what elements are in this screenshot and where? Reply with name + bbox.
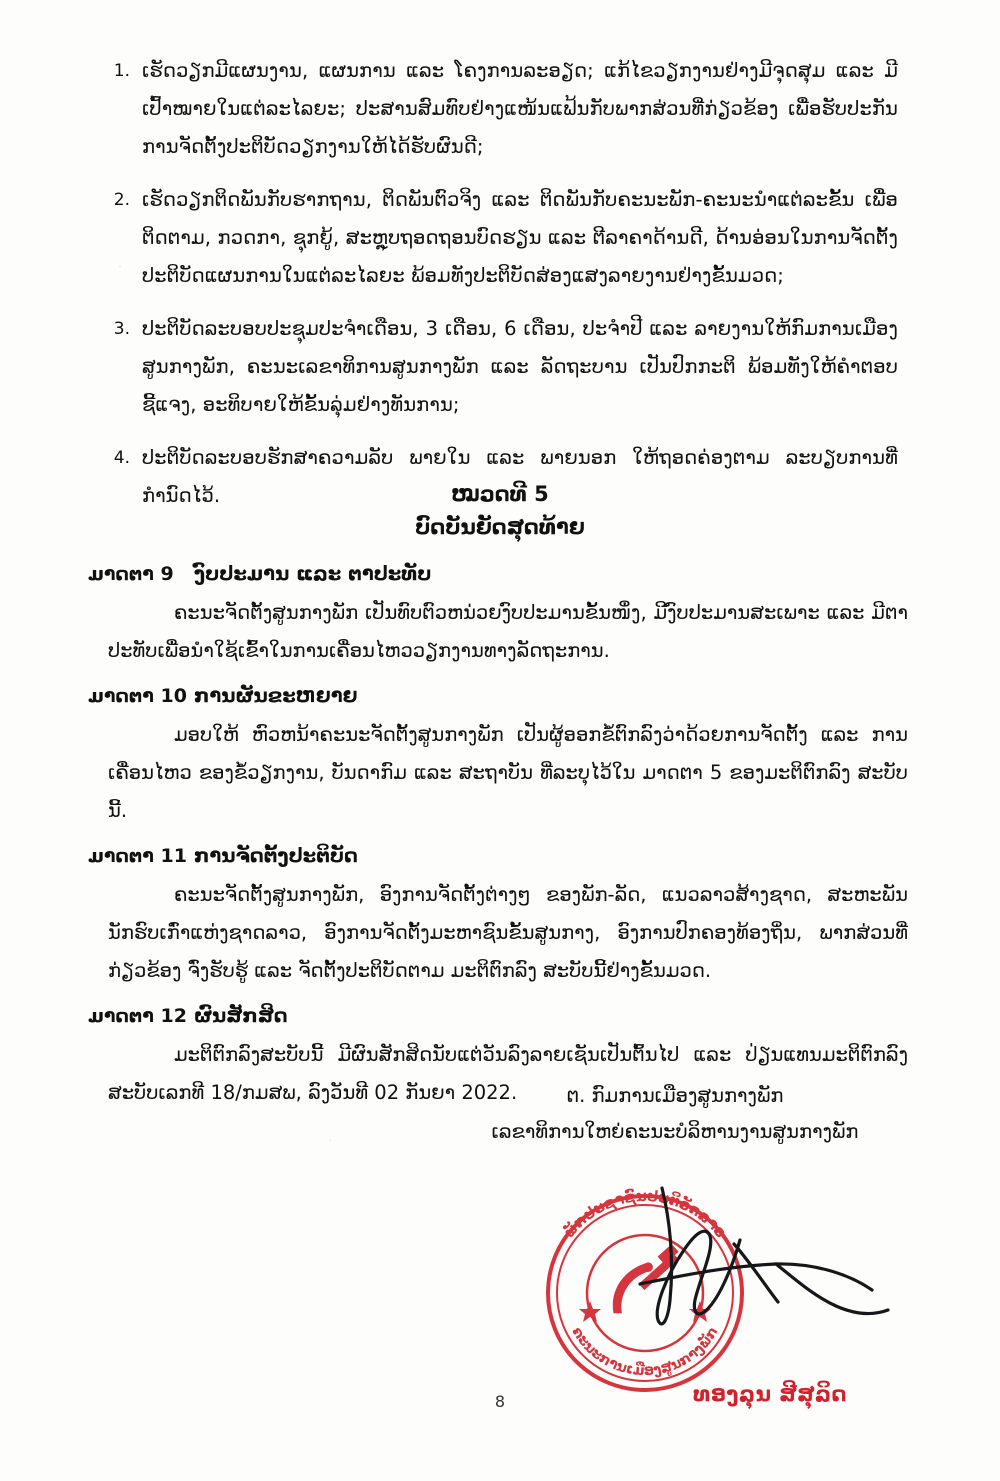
article-body: ມອບໃຫ້ ຫົວຫນ້າຄະນະຈັດຕັ້ງສູນກາງພັກ ເປັນຜູ້ອອກຂໍ້ຕົກລົງວ່າດ້ວຍການຈັດຕັ້ງ ແລະ ການເຄື່ອນໄຫວ ຂອງຂໍ້ວຽກງານ, ບັນດາກົມ ແລະ ສະຖາບັນ ທີ່ລະບຸໄວ້ໃນ ມາດຕາ 5 ຂອງມະຕິຕົກລົງ ສະບັບນີ້. <box>108 723 908 822</box>
chapter-heading <box>0 478 1000 544</box>
articles-section <box>88 556 912 1120</box>
article-title: ການຜັນຂະຫຍາຍ <box>194 684 358 707</box>
list-item <box>108 181 898 295</box>
list-item-text: ປະຕິບັດລະບອບປະຊຸມປະຈຳເດືອນ, 3 ເດືອນ, 6 ເດືອນ, ປະຈຳປີ ແລະ ລາຍງານໃຫ້ກົມການເມືອງສູນກາງພັກ, ຄະນະເລຂາທິການສູນກາງພັກ ແລະ ລັດຖະບານ ເປັນປົກກະຕິ ພ້ອມທັງໃຫ້ຄຳຕອບຊີ້ແຈງ, ອະທິບາຍໃຫ້ຂັ້ນລຸ່ມຢ່າງທັນການ; <box>142 317 898 416</box>
list-item-text: ເຮັດວຽກມີແຜນງານ, ແຜນການ ແລະ ໂຄງການລະອຽດ; ແກ້ໄຂວຽກງານຢ່າງມີຈຸດສຸມ ແລະ ມີເປົ້າໝາຍໃນແຕ່ລະໄລຍະ; ປະສານສົມທົບຢ່າງແໜ້ນແຟ້ນກັບພາກສ່ວນທີ່ກ່ຽວຂ້ອງ ເພື່ອຮັບປະກັນການຈັດຕັ້ງປະຕິບັດວຽກງານໃຫ້ໄດ້ຮັບຜົນດີ; <box>142 59 898 158</box>
article-label: ມາດຕາ 9 <box>88 563 174 585</box>
article-heading <box>88 678 912 714</box>
article-heading <box>88 838 912 874</box>
signer-name: ທອງລຸນ ສີສຸລິດ <box>693 1382 847 1406</box>
article-11 <box>88 838 912 990</box>
article-heading <box>88 998 912 1034</box>
list-item-text: ປະຕິບັດລະບອບຮັກສາຄວາມລັບ ພາຍໃນ ແລະ ພາຍນອກ ໃຫ້ຖອດຄ່ອງຕາມ ລະບຽບການທີ່ກຳນົດໄວ້. <box>142 446 898 507</box>
numbered-list <box>108 52 898 530</box>
list-item <box>108 52 898 166</box>
official-stamp <box>520 1168 770 1418</box>
article-title: ຜົນສັກສິດ <box>194 1004 288 1027</box>
svg-text:ຄະນະການເມືອງສູນກາງພັກ: ຄະນະການເມືອງສູນກາງພັກ <box>568 1324 722 1380</box>
article-label: ມາດຕາ 10 <box>88 685 187 707</box>
article-title: ການຈັດຕັ້ງປະຕິບັດ <box>194 844 358 867</box>
article-9 <box>88 556 912 670</box>
article-label: ມາດຕາ 12 <box>88 1005 187 1027</box>
article-label: ມາດຕາ 11 <box>88 845 187 867</box>
page-number <box>0 1392 1000 1411</box>
list-item-marker: 4. <box>113 448 130 468</box>
article-10 <box>88 678 912 830</box>
article-title: ງົບປະມານ ແລະ ຕາປະທັບ <box>194 562 432 585</box>
article-body: ຄະນະຈັດຕັ້ງສູນກາງພັກ, ອົງການຈັດຕັ້ງຕ່າງໆ ຂອງພັກ-ລັດ, ແນວລາວສ້າງຊາດ, ສະຫະພັນນັກຮົບເກົ່າແຫ່ງຊາດລາວ, ອົງການຈັດຕັ້ງມະຫາຊົນຂັ້ນສູນກາງ, ອົງການປົກຄອງທ້ອງຖິ່ນ, ພາກສ່ວນທີ່ກ່ຽວຂ້ອງ ຈົ່ງຮັບຮູ້ ແລະ ຈັດຕັ້ງປະຕິບັດຕາມ ມະຕິຕົກລົງ ສະບັບນີ້ຢ່າງຂັ້ນມວດ. <box>108 883 908 982</box>
signature-title-line: ເລຂາທິການໃຫຍ່ຄະນະບໍລິຫານງານສູນກາງພັກ <box>491 1120 859 1143</box>
svg-text:ພັກປະຊາຊົນປະຕິວັດລາວ: ພັກປະຊາຊົນປະຕິວັດລາວ <box>559 1186 731 1242</box>
chapter-subtitle: ບົດບັນຍັດສຸດທ້າຍ <box>415 515 585 539</box>
list-item-marker: 2. <box>113 190 130 210</box>
article-body: ມະຕິຕົກລົງສະບັບນີ້ ມີຜົນສັກສິດນັບແຕ່ວັນລົງລາຍເຊັນເປັນຕົ້ນໄປ ແລະ ປ່ຽນແທນມະຕິຕົກລົງ ສະບັບເລກທີ 18/ກມສພ, ລົງວັນທີ 02 ກັນຍາ 2022. <box>108 1043 908 1104</box>
signature-block <box>440 1078 910 1150</box>
list-item-marker: 3. <box>113 319 130 339</box>
signature-authority-line: ຕ. ກົມການເມືອງສູນກາງພັກ <box>566 1084 784 1107</box>
list-item-marker: 1. <box>113 61 130 81</box>
list-item-text: ເຮັດວຽກຕິດພັນກັບຮາກຖານ, ຕິດພັນຕົວຈິງ ແລະ ຕິດພັນກັບຄະນະພັກ-ຄະນະນຳແຕ່ລະຂັ້ນ ເພື່ອຕິດຕາມ, ກວດກາ, ຊຸກຍູ້, ສະຫຼຸບຖອດຖອນບົດຮຽນ ແລະ ຕີລາຄາດ້ານດີ, ດ້ານອ່ອນໃນການຈັດຕັ້ງປະຕິບັດແຜນການໃນແຕ່ລະໄລຍະ ພ້ອມທັງປະຕິບັດສ່ອງແສງລາຍງານຢ່າງຂັ້ນມວດ; <box>142 188 898 287</box>
article-body: ຄະນະຈັດຕັ້ງສູນກາງພັກ ເປັນທົບຕົວຫນ່ວຍງົບປະມານຂັ້ນໜຶ່ງ, ມີງົບປະມານສະເພາະ ແລະ ມີຕາປະທັບເພື່ອນຳໃຊ້ເຂົ້າໃນການເຄື່ອນໄຫວວຽກງານທາງລັດຖະການ. <box>108 601 908 662</box>
chapter-title: ໝວດທີ 5 <box>451 482 549 506</box>
list-item <box>108 310 898 424</box>
article-heading <box>88 556 912 592</box>
page-number-value: 8 <box>494 1392 506 1411</box>
